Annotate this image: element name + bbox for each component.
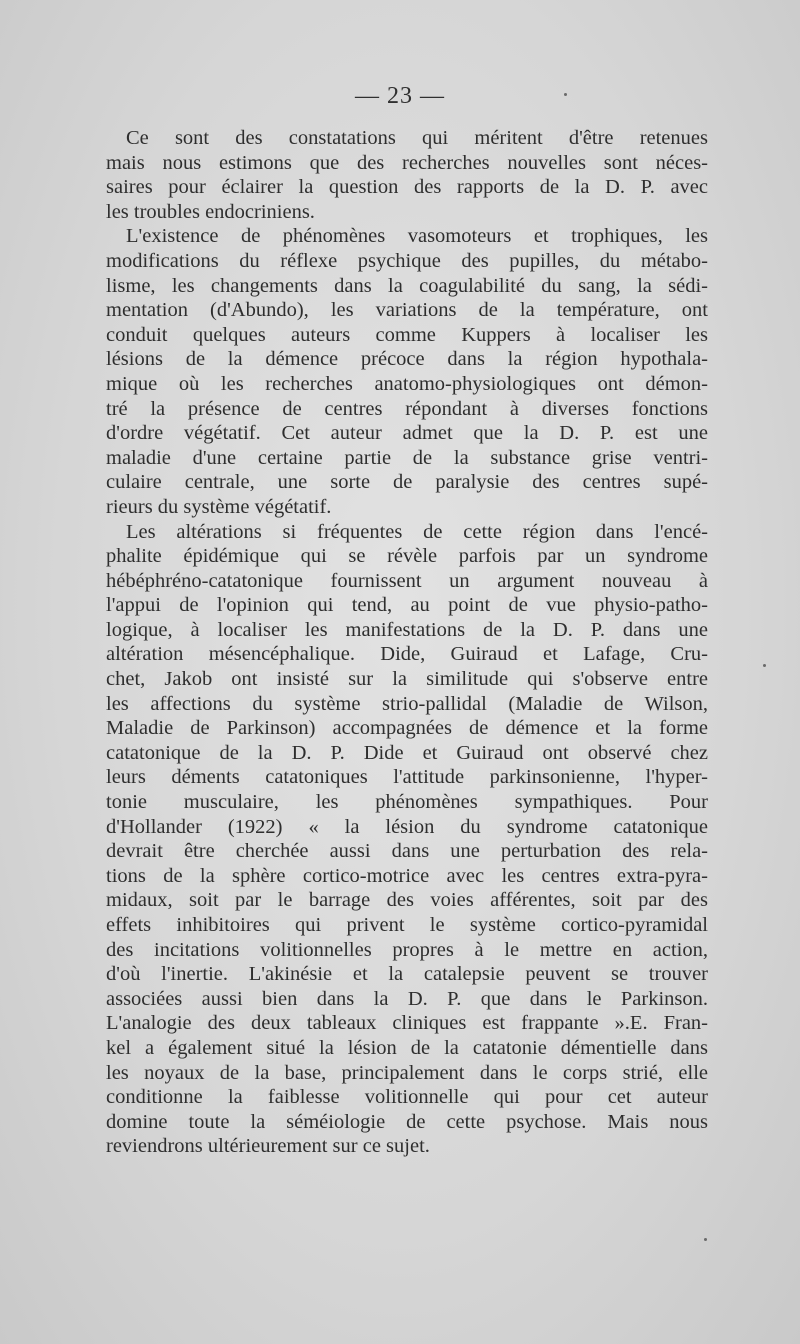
text-line: les noyaux de la base, principalement dans le corps strié, elle <box>106 1061 708 1084</box>
text-line: d'Hollander (1922) « la lésion du syndrome catatonique <box>106 815 708 838</box>
page-number: — 23 — <box>355 83 445 109</box>
text-line: mique où les recherches anatomo-physiologiques ont démon- <box>106 372 708 395</box>
text-line: lisme, les changements dans la coagulabilité du sang, la sédi- <box>106 274 708 297</box>
text-line: rieurs du système végétatif. <box>106 495 332 518</box>
text-line: catatonique de la D. P. Dide et Guiraud ont observé chez <box>106 741 708 764</box>
text-line: chet, Jakob ont insisté sur la similitude qui s'observe entre <box>106 668 708 691</box>
body-text <box>106 126 708 1159</box>
text-line: l'appui de l'opinion qui tend, au point de vue physio-patho- <box>106 594 708 617</box>
text-line: conduit quelques auteurs comme Kuppers à localiser les <box>106 323 708 346</box>
text-line: hébéphréno-catatonique fournissent un argument nouveau à <box>106 569 708 592</box>
text-line: altération mésencéphalique. Dide, Guiraud et Lafage, Cru- <box>106 643 708 666</box>
text-line: domine toute la séméiologie de cette psychose. Mais nous <box>106 1110 708 1133</box>
text-line: d'ordre végétatif. Cet auteur admet que la D. P. est une <box>106 422 708 445</box>
paragraph <box>106 126 708 224</box>
text-line: Les altérations si fréquentes de cette région dans l'encé- <box>126 520 708 543</box>
text-line: phalite épidémique qui se révèle parfois par un syndrome <box>106 545 708 568</box>
text-line: logique, à localiser les manifestations de la D. P. dans une <box>106 618 708 641</box>
paper-speck <box>704 1238 707 1241</box>
text-line: lésions de la démence précoce dans la région hypothala- <box>106 348 708 371</box>
text-line: culaire centrale, une sorte de paralysie des centres supé- <box>106 471 708 494</box>
text-line: les troubles endocriniens. <box>106 200 315 223</box>
text-line: saires pour éclairer la question des rapports de la D. P. avec <box>106 176 708 199</box>
paper-speck <box>564 93 567 96</box>
text-line: devrait être cherchée aussi dans une perturbation des rela- <box>106 840 708 863</box>
text-line: Ce sont des constatations qui méritent d'être retenues <box>126 127 708 149</box>
text-line: tré la présence de centres répondant à diverses fonctions <box>106 397 708 420</box>
text-line: mentation (d'Abundo), les variations de la température, ont <box>106 299 708 322</box>
text-line: tonie musculaire, les phénomènes sympathiques. Pour <box>106 791 708 814</box>
text-line: midaux, soit par le barrage des voies afférentes, soit par des <box>106 889 708 912</box>
text-line: L'analogie des deux tableaux cliniques est frappante ».E. Fran- <box>106 1012 708 1035</box>
text-line: associées aussi bien dans la D. P. que dans le Parkinson. <box>106 987 708 1010</box>
text-line: effets inhibitoires qui privent le système cortico-pyramidal <box>106 914 708 936</box>
text-line: L'existence de phénomènes vasomoteurs et trophiques, les <box>126 225 708 248</box>
paragraph <box>106 520 708 1159</box>
text-line: modifications du réflexe psychique des pupilles, du métabo- <box>106 249 708 272</box>
text-line: kel a également situé la lésion de la catatonie démentielle dans <box>106 1036 708 1059</box>
text-line: des incitations volitionnelles propres à le mettre en action, <box>106 938 708 961</box>
text-line: tions de la sphère cortico-motrice avec les centres extra-pyra- <box>106 864 708 887</box>
paragraph <box>106 224 708 519</box>
text-line: mais nous estimons que des recherches nouvelles sont néces- <box>106 151 708 174</box>
text-line: les affections du système strio-pallidal (Maladie de Wilson, <box>106 692 708 715</box>
paper-speck <box>763 664 766 667</box>
text-line: d'où l'inertie. L'akinésie et la catalepsie peuvent se trouver <box>106 963 708 986</box>
text-line: reviendrons ultérieurement sur ce sujet. <box>106 1135 430 1158</box>
text-line: Maladie de Parkinson) accompagnées de démence et la forme <box>106 717 708 740</box>
text-line: maladie d'une certaine partie de la substance grise ventri- <box>106 446 708 469</box>
text-line: conditionne la faiblesse volitionnelle qui pour cet auteur <box>106 1086 708 1109</box>
text-line: leurs déments catatoniques l'attitude parkinsonienne, l'hyper- <box>106 766 708 789</box>
